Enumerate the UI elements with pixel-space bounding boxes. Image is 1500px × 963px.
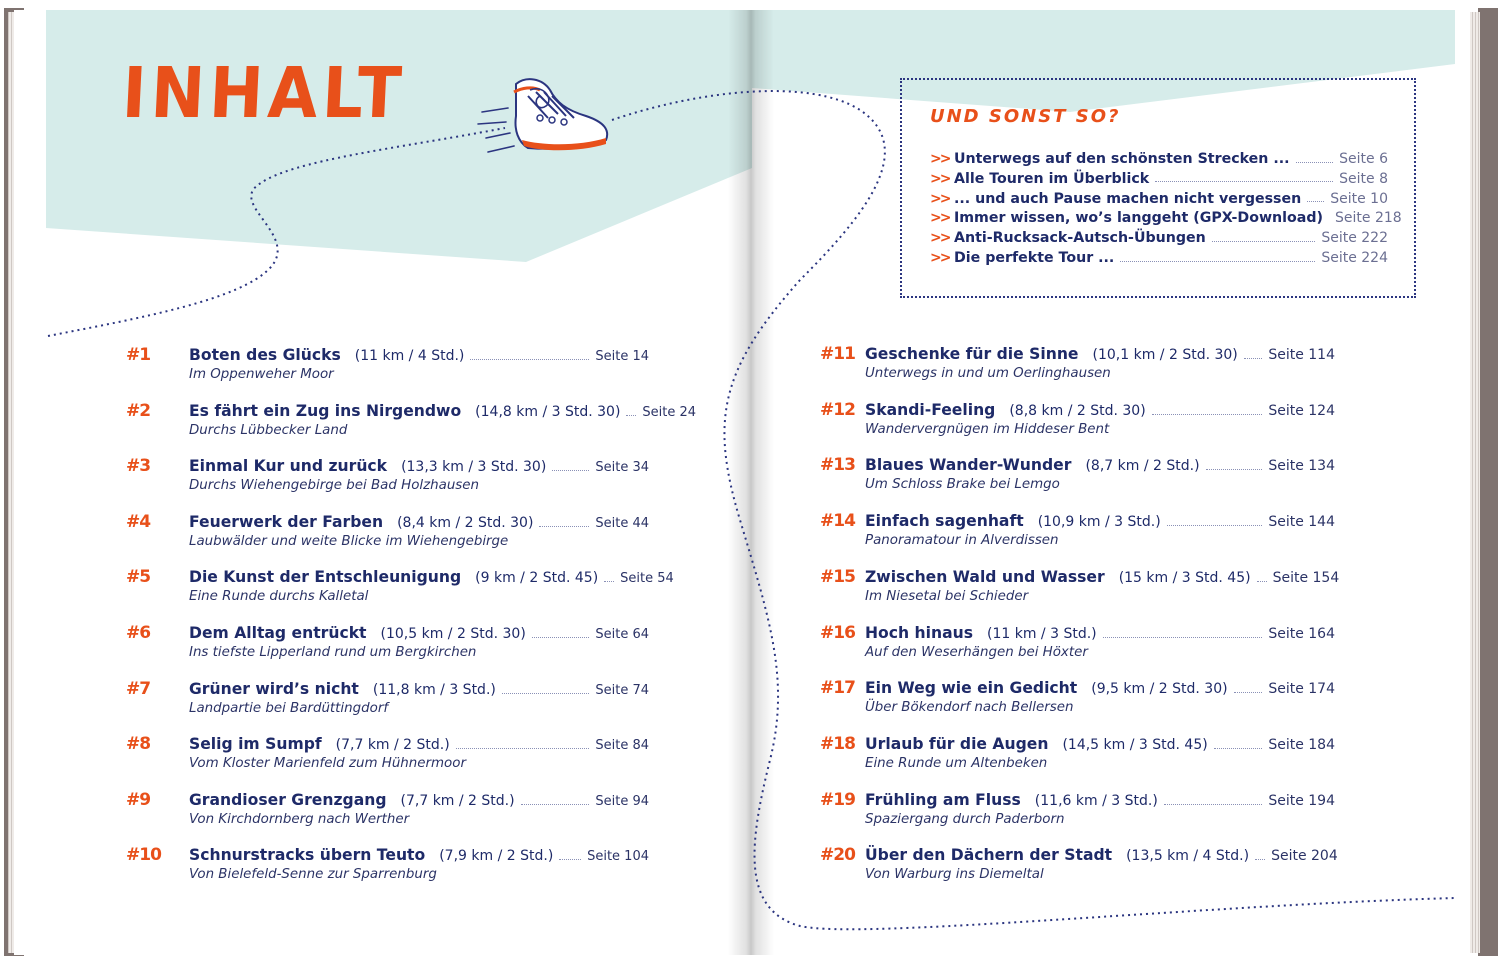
- leader-dots: [1155, 181, 1333, 182]
- tour-subtitle: Auf den Weserhängen bei Höxter: [865, 644, 1088, 660]
- tour-line: [189, 346, 649, 364]
- tour-entry[interactable]: [126, 679, 666, 727]
- tour-page: Seite 124: [1268, 402, 1335, 419]
- tour-name: Über den Dächern der Stadt: [865, 846, 1113, 865]
- extras-title: UND SONST SO?: [930, 106, 1121, 127]
- tour-subtitle: Laubwälder und weite Blicke im Wiehengebirge: [189, 533, 509, 549]
- tour-line: [865, 679, 1335, 697]
- tour-meta: (8,8 km / 2 Std. 30): [1009, 402, 1146, 419]
- tour-name: Schnurstracks übern Teuto: [189, 846, 426, 865]
- tour-number: #2: [126, 400, 151, 421]
- leader-dots: [502, 693, 590, 694]
- extras-item-label: ... und auch Pause machen nicht vergessen: [954, 190, 1302, 207]
- tour-number: #15: [820, 566, 855, 587]
- tour-entry[interactable]: [820, 623, 1360, 671]
- extras-item-label: Immer wissen, wo’s langgeht (GPX-Download): [954, 210, 1323, 227]
- tour-number: #16: [820, 622, 855, 643]
- extras-item-page: Seite 222: [1321, 230, 1388, 247]
- leader-dots: [532, 637, 590, 638]
- tour-entry[interactable]: [126, 512, 666, 560]
- extras-item[interactable]: [930, 169, 1388, 189]
- tour-subtitle: Eine Runde um Altenbeken: [865, 755, 1048, 771]
- tour-entry[interactable]: [820, 400, 1360, 448]
- extras-item[interactable]: [930, 228, 1388, 248]
- tour-name: Boten des Glücks: [189, 346, 341, 364]
- tour-meta: (9,5 km / 2 Std. 30): [1091, 681, 1228, 698]
- leader-dots: [1212, 241, 1316, 242]
- tour-number: #11: [820, 344, 855, 364]
- tour-number: #19: [820, 789, 855, 810]
- tour-page: Seite 194: [1268, 792, 1335, 809]
- leader-dots: [1234, 692, 1263, 693]
- tour-subtitle: Von Kirchdornberg nach Werther: [189, 811, 410, 827]
- tour-subtitle: Im Niesetal bei Schieder: [865, 588, 1029, 604]
- tour-number: #9: [126, 789, 151, 810]
- double-chevron-icon: >>: [930, 170, 950, 187]
- tour-line: [865, 401, 1335, 419]
- tour-name: Frühling am Fluss: [865, 790, 1021, 809]
- tour-entry[interactable]: [820, 790, 1360, 838]
- tour-line: [189, 457, 649, 475]
- tour-subtitle: Eine Runde durchs Kalletal: [189, 589, 369, 605]
- extras-item-label: Die perfekte Tour ...: [954, 250, 1115, 266]
- tour-number: #20: [820, 845, 855, 866]
- tour-page: Seite 104: [587, 849, 649, 865]
- tour-page: Seite 134: [1268, 458, 1335, 475]
- tour-name: Zwischen Wald und Wasser: [865, 567, 1105, 586]
- tour-meta: (15 km / 3 Std. 45): [1118, 569, 1251, 586]
- tour-line: [189, 513, 649, 531]
- trail-left: [48, 128, 505, 336]
- tour-subtitle: Um Schloss Brake bei Lemgo: [865, 477, 1060, 493]
- tour-entry[interactable]: [820, 511, 1360, 559]
- extras-item-page: Seite 218: [1335, 210, 1402, 227]
- extras-item-label: Unterwegs auf den schönsten Strecken ...: [954, 151, 1290, 167]
- tour-name: Urlaub für die Augen: [865, 734, 1049, 753]
- tour-line: [189, 680, 649, 698]
- tour-page: Seite 44: [595, 515, 649, 531]
- tour-subtitle: Ins tiefste Lipperland rund um Bergkirchen: [189, 645, 477, 660]
- tour-number: #5: [126, 567, 151, 588]
- leader-dots: [559, 859, 581, 860]
- tour-entry[interactable]: [126, 623, 666, 671]
- extras-item-label: Anti-Rucksack-Autsch-Übungen: [954, 230, 1206, 247]
- extras-item-label: Alle Touren im Überblick: [954, 170, 1150, 187]
- tour-meta: (11 km / 3 Std.): [987, 625, 1097, 642]
- leader-dots: [539, 526, 589, 527]
- tour-name: Einmal Kur und zurück: [189, 457, 388, 476]
- tour-entry[interactable]: [820, 678, 1360, 726]
- tour-line: [189, 735, 649, 753]
- tour-number: #1: [126, 345, 151, 365]
- tour-number: #8: [126, 734, 151, 755]
- extras-item-page: Seite 10: [1330, 190, 1388, 207]
- tour-name: Grandioser Grenzgang: [189, 790, 387, 809]
- tour-entry[interactable]: [126, 734, 666, 782]
- leader-dots: [456, 748, 590, 749]
- tour-page: Seite 94: [595, 793, 649, 809]
- tour-subtitle: Unterwegs in und um Oerlinghausen: [865, 366, 1111, 381]
- tour-meta: (7,7 km / 2 Std.): [400, 792, 515, 809]
- tour-name: Blaues Wander-Wunder: [865, 456, 1072, 475]
- tour-line: [865, 456, 1335, 474]
- double-chevron-icon: >>: [930, 190, 950, 207]
- tour-subtitle: Spaziergang durch Paderborn: [865, 811, 1065, 827]
- tour-page: Seite 74: [595, 682, 649, 698]
- leader-dots: [1244, 358, 1263, 359]
- tour-number: #18: [820, 733, 855, 754]
- extras-item[interactable]: [930, 248, 1388, 268]
- extras-item-page: Seite 224: [1321, 250, 1388, 266]
- tour-line: [865, 735, 1335, 753]
- tour-entry[interactable]: [126, 790, 666, 838]
- tour-name: Feuerwerk der Farben: [189, 512, 384, 531]
- tour-page: Seite 204: [1271, 848, 1338, 865]
- tour-number: #13: [820, 455, 855, 476]
- tour-line: [189, 568, 674, 587]
- tour-name: Selig im Sumpf: [189, 735, 322, 754]
- tour-page: Seite 64: [595, 627, 649, 642]
- double-chevron-icon: >>: [930, 230, 950, 247]
- tour-subtitle: Von Warburg ins Diemeltal: [865, 867, 1044, 883]
- tour-line: [865, 512, 1335, 530]
- tour-name: Skandi-Feeling: [865, 400, 996, 419]
- tour-page: Seite 24: [642, 404, 697, 420]
- tour-number: #6: [126, 623, 151, 643]
- tour-meta: (8,7 km / 2 Std.): [1085, 458, 1200, 475]
- tour-entry[interactable]: [820, 567, 1360, 615]
- leader-dots: [1206, 469, 1263, 470]
- tour-name: Hoch hinaus: [865, 623, 973, 642]
- tour-meta: (11,8 km / 3 Std.): [372, 681, 496, 698]
- tour-name: Grüner wird’s nicht: [189, 679, 359, 698]
- tour-entry[interactable]: [820, 344, 1360, 392]
- tour-number: #14: [820, 511, 855, 532]
- leader-dots: [1167, 525, 1263, 526]
- leader-dots: [1296, 162, 1334, 163]
- tour-page: Seite 84: [595, 738, 649, 754]
- tour-meta: (13,3 km / 3 Std. 30): [401, 459, 547, 476]
- tour-meta: (9 km / 2 Std. 45): [475, 570, 599, 587]
- tour-line: [189, 401, 697, 420]
- tour-entry[interactable]: [126, 400, 697, 449]
- tour-meta: (11,6 km / 3 Std.): [1034, 792, 1158, 809]
- leader-dots: [1103, 637, 1263, 638]
- tour-meta: (10,9 km / 3 Std.): [1037, 514, 1161, 531]
- tour-subtitle: Durchs Lübbecker Land: [189, 422, 348, 438]
- tour-line: [865, 791, 1335, 809]
- tour-line: [189, 624, 649, 642]
- tour-entry[interactable]: [126, 456, 666, 504]
- tour-entry[interactable]: [126, 345, 666, 393]
- tour-meta: (14,5 km / 3 Std. 45): [1062, 736, 1208, 753]
- tour-name: Die Kunst der Entschleunigung: [189, 568, 462, 587]
- tour-line: [865, 567, 1340, 586]
- tour-number: #3: [126, 456, 151, 477]
- tour-page: Seite 34: [595, 460, 649, 476]
- tour-subtitle: Panoramatour in Alverdissen: [865, 533, 1059, 549]
- leader-dots: [552, 470, 589, 471]
- tour-meta: (10,5 km / 2 Std. 30): [380, 626, 526, 642]
- tour-number: #12: [820, 399, 855, 420]
- tour-line: [189, 846, 649, 864]
- extras-item[interactable]: [930, 189, 1388, 209]
- tour-name: Geschenke für die Sinne: [865, 345, 1079, 363]
- tour-entry[interactable]: [126, 567, 674, 615]
- leader-dots: [1120, 261, 1315, 262]
- tour-line: [865, 846, 1338, 865]
- tour-page: Seite 184: [1268, 736, 1335, 753]
- leader-dots: [521, 804, 590, 805]
- double-chevron-icon: >>: [930, 250, 950, 266]
- double-chevron-icon: >>: [930, 151, 950, 167]
- tour-page: Seite 14: [595, 349, 649, 364]
- tour-entry[interactable]: [126, 845, 666, 893]
- tour-meta: (8,4 km / 2 Std. 30): [397, 514, 534, 531]
- tour-name: Dem Alltag entrückt: [189, 624, 367, 642]
- tour-meta: (10,1 km / 2 Std. 30): [1092, 347, 1238, 363]
- tour-page: Seite 144: [1268, 514, 1335, 531]
- tour-number: #7: [126, 678, 151, 699]
- leader-dots: [1152, 414, 1263, 415]
- tour-meta: (11 km / 4 Std.): [354, 348, 465, 364]
- tour-entry[interactable]: [820, 734, 1360, 782]
- tour-entry[interactable]: [820, 845, 1360, 893]
- double-chevron-icon: >>: [930, 210, 950, 227]
- tour-page: Seite 54: [620, 571, 674, 587]
- extras-item[interactable]: [930, 208, 1402, 228]
- tour-subtitle: Durchs Wiehengebirge bei Bad Holzhausen: [189, 478, 480, 494]
- leader-dots: [604, 581, 614, 582]
- tour-meta: (13,5 km / 4 Std.): [1126, 848, 1250, 865]
- tour-subtitle: Von Bielefeld-Senne zur Sparrenburg: [189, 867, 437, 883]
- leader-dots: [1164, 804, 1263, 805]
- tour-number: #10: [126, 845, 161, 866]
- tour-subtitle: Über Bökendorf nach Bellersen: [865, 700, 1074, 716]
- tour-subtitle: Wandervergnügen im Hiddeser Bent: [865, 421, 1110, 437]
- tour-line: [189, 791, 649, 809]
- tour-page: Seite 174: [1268, 681, 1335, 698]
- leader-dots: [1255, 859, 1265, 860]
- tour-name: Ein Weg wie ein Gedicht: [865, 679, 1078, 698]
- tour-name: Es fährt ein Zug ins Nirgendwo: [189, 401, 462, 420]
- leader-dots: [1307, 201, 1324, 202]
- tour-page: Seite 114: [1268, 347, 1335, 363]
- page-title: INHALT: [120, 52, 408, 134]
- tour-line: [865, 345, 1335, 363]
- tour-subtitle: Landpartie bei Bardüttingdorf: [189, 700, 389, 716]
- tour-entry[interactable]: [820, 455, 1360, 503]
- leader-dots: [1257, 581, 1267, 582]
- tour-page: Seite 164: [1268, 625, 1335, 642]
- leader-dots: [626, 415, 636, 416]
- tour-number: #4: [126, 511, 151, 532]
- hiking-boot-icon: [470, 70, 620, 160]
- leader-dots: [1214, 748, 1263, 749]
- tour-subtitle: Vom Kloster Marienfeld zum Hühnermoor: [189, 756, 466, 772]
- tour-meta: (7,7 km / 2 Std.): [335, 737, 450, 754]
- extras-item-page: Seite 6: [1339, 151, 1388, 167]
- tour-page: Seite 154: [1272, 569, 1340, 586]
- tour-number: #17: [820, 678, 855, 699]
- leader-dots: [470, 359, 589, 360]
- tour-subtitle: Im Oppenweher Moor: [189, 367, 334, 382]
- tour-line: [865, 624, 1335, 642]
- tour-meta: (7,9 km / 2 Std.): [439, 848, 554, 865]
- extras-item-page: Seite 8: [1339, 170, 1388, 187]
- extras-item[interactable]: [930, 149, 1388, 169]
- tour-meta: (14,8 km / 3 Std. 30): [475, 403, 621, 420]
- tour-name: Einfach sagenhaft: [865, 512, 1024, 531]
